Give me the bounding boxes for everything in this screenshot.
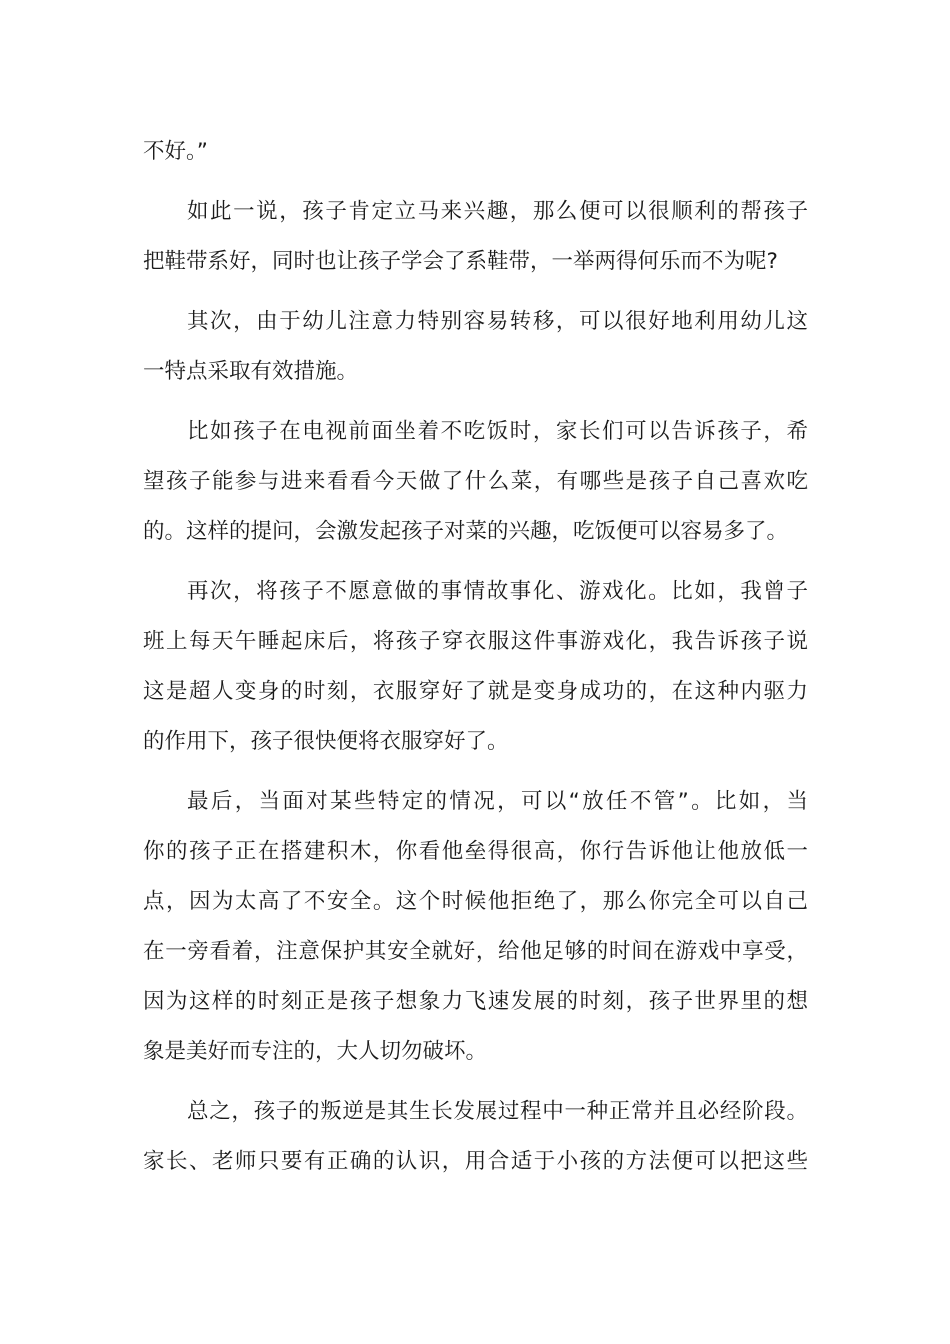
text-line: 不好。” — [143, 139, 208, 164]
text-line: 的作用下，孩子很快便将衣服穿好了。 — [143, 729, 509, 754]
text-line: 在一旁看着，注意保护其安全就好，给他足够的时间在游戏中享受， — [143, 939, 808, 964]
text-line: 象是美好而专注的，大人切勿破坏。 — [143, 1039, 488, 1064]
paragraph — [143, 1087, 808, 1187]
paragraph — [143, 187, 808, 287]
text-line: 的。这样的提问，会激发起孩子对菜的兴趣，吃饭便可以容易多了。 — [143, 519, 789, 544]
text-line: 其次，由于幼儿注意力特别容易转移，可以很好地利用幼儿这 — [187, 309, 808, 334]
text-line: 一特点采取有效措施。 — [143, 359, 359, 384]
paragraph — [143, 127, 808, 177]
text-line: 把鞋带系好，同时也让孩子学会了系鞋带，一举两得何乐而不为呢? — [143, 249, 778, 274]
text-line: 比如孩子在电视前面坐着不吃饭时，家长们可以告诉孩子，希 — [187, 419, 808, 444]
text-line: 这是超人变身的时刻，衣服穿好了就是变身成功的，在这种内驱力 — [143, 679, 808, 704]
text-line: 点，因为太高了不安全。这个时候他拒绝了，那么你完全可以自己 — [143, 889, 808, 914]
text-line: 班上每天午睡起床后，将孩子穿衣服这件事游戏化，我告诉孩子说 — [143, 629, 808, 654]
text-line: 你的孩子正在搭建积木，你看他垒得很高，你行告诉他让他放低一 — [143, 839, 808, 864]
text-line: 再次，将孩子不愿意做的事情故事化、游戏化。比如，我曾子 — [187, 579, 808, 604]
paragraph — [143, 567, 808, 767]
text-line: 因为这样的时刻正是孩子想象力飞速发展的时刻，孩子世界里的想 — [143, 989, 808, 1014]
document-body — [143, 127, 808, 1197]
text-line: 家长、老师只要有正确的认识，用合适于小孩的方法便可以把这些 — [143, 1149, 808, 1174]
paragraph — [143, 407, 808, 557]
text-line: 如此一说，孩子肯定立马来兴趣，那么便可以很顺利的帮孩子 — [187, 199, 808, 224]
text-line: 最后，当面对某些特定的情况，可以“放任不管”。比如，当 — [187, 789, 808, 814]
text-line: 望孩子能参与进来看看今天做了什么菜，有哪些是孩子自己喜欢吃 — [143, 469, 808, 494]
paragraph — [143, 777, 808, 1077]
text-line: 总之，孩子的叛逆是其生长发展过程中一种正常并且必经阶段。 — [187, 1099, 808, 1124]
paragraph — [143, 297, 808, 397]
